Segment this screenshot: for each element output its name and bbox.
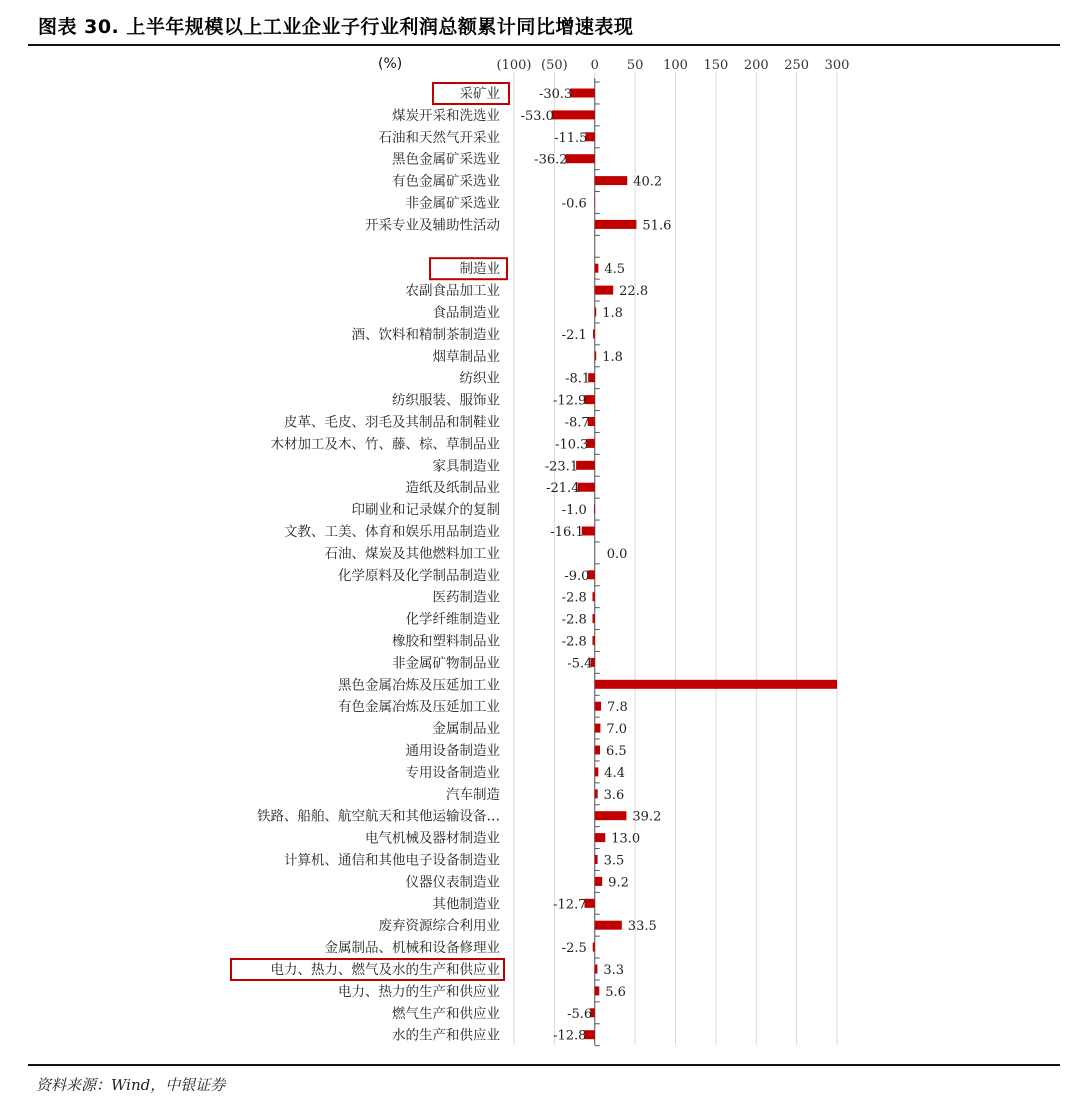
x-tick-label: 200 <box>743 58 769 73</box>
value-label: 1.8 <box>602 349 623 365</box>
x-tick-label: (100) <box>496 58 532 73</box>
value-label: -10.3 <box>555 437 589 453</box>
category-label: 石油、煤炭及其他燃料加工业 <box>324 545 500 562</box>
bar <box>595 811 627 820</box>
category-label: 家具制造业 <box>432 458 500 475</box>
bar <box>595 921 622 930</box>
value-label: 9.2 <box>608 875 629 891</box>
value-label: 40.2 <box>633 174 663 190</box>
bar <box>592 614 594 623</box>
value-label: -12.7 <box>553 897 587 913</box>
category-label: 金属制品、机械和设备修理业 <box>324 940 500 957</box>
bar <box>566 154 595 163</box>
x-tick-label: (50) <box>541 58 568 73</box>
value-label: 4.4 <box>604 765 625 781</box>
category-label: 采矿业 <box>459 86 500 102</box>
bar <box>595 308 596 317</box>
category-label: 有色金属矿采选业 <box>392 173 500 190</box>
category-label: 煤炭开采和洗选业 <box>392 107 500 124</box>
bar <box>595 877 602 886</box>
value-label: -5.4 <box>567 656 593 672</box>
value-label: -2.5 <box>561 941 587 957</box>
value-label: -12.8 <box>553 1028 587 1044</box>
category-label: 计算机、通信和其他电子设备制造业 <box>284 852 500 869</box>
category-label: 金属制品业 <box>432 721 500 738</box>
bar <box>595 220 637 229</box>
category-label: 烟草制品业 <box>432 348 500 365</box>
value-label: -21.4 <box>546 481 580 497</box>
bar <box>593 943 595 952</box>
category-label: 皮革、毛皮、羽毛及其制品和制鞋业 <box>284 414 500 431</box>
value-label: -2.1 <box>561 327 587 343</box>
bar <box>595 702 601 711</box>
bar <box>593 329 595 338</box>
value-label: -5.6 <box>567 1006 593 1022</box>
category-label: 印刷业和记录媒介的复制 <box>351 502 500 519</box>
value-label: 33.5 <box>627 919 657 935</box>
bar <box>592 636 594 645</box>
category-label: 有色金属冶炼及压延加工业 <box>338 699 500 716</box>
value-label: 4.5 <box>604 262 626 278</box>
value-label: -12.9 <box>552 393 587 409</box>
bar <box>595 855 598 864</box>
category-label: 电力、热力的生产和供应业 <box>338 983 500 1000</box>
category-label: 文教、工美、体育和娱乐用品制造业 <box>284 524 500 540</box>
category-label: 木材加工及木、竹、藤、棕、草制品业 <box>270 436 500 453</box>
category-label: 仪器仪表制造业 <box>405 874 500 891</box>
value-label: 13.0 <box>611 831 641 847</box>
value-label: 51.6 <box>642 218 672 234</box>
category-label: 橡胶和塑料制品业 <box>392 633 500 650</box>
x-tick-label: 0 <box>590 58 599 73</box>
bar <box>595 176 627 185</box>
bar <box>595 351 596 360</box>
category-label: 纺织业 <box>459 370 500 387</box>
bar <box>595 724 601 733</box>
figure-title: 图表 30. 上半年规模以上工业企业子行业利润总额累计同比增速表现 <box>38 16 634 38</box>
bar <box>594 505 595 514</box>
value-label: 22.8 <box>619 284 649 300</box>
x-tick-label: 150 <box>703 58 729 73</box>
category-label: 电气机械及器材制造业 <box>365 830 500 847</box>
category-label: 水的生产和供应业 <box>392 1027 500 1044</box>
value-label: 3.5 <box>603 853 625 869</box>
bar <box>595 286 613 295</box>
value-label: -16.1 <box>550 525 584 540</box>
value-label: 3.3 <box>603 963 625 978</box>
bar <box>595 264 599 273</box>
value-label: 5.6 <box>605 984 626 1000</box>
category-label: 其他制造业 <box>432 896 500 913</box>
category-label: 食品制造业 <box>432 305 500 321</box>
bar <box>552 110 595 119</box>
value-label: 39.2 <box>632 809 662 825</box>
value-label: -23.1 <box>544 459 579 475</box>
bar <box>570 89 594 98</box>
category-label: 非金属矿采选业 <box>405 195 500 212</box>
bar <box>595 833 605 842</box>
unit-label: (%) <box>378 56 403 72</box>
value-label: 7.0 <box>606 722 628 738</box>
category-label: 通用设备制造业 <box>405 743 500 759</box>
bar <box>595 746 600 755</box>
category-label: 纺织服装、服饰业 <box>392 392 500 409</box>
value-label: -2.8 <box>561 590 587 606</box>
category-label: 燃气生产和供应业 <box>392 1005 500 1022</box>
category-label: 酒、饮料和精制茶制造业 <box>351 326 500 343</box>
bar <box>595 680 837 689</box>
category-label: 石油和天然气开采业 <box>378 129 500 146</box>
category-label: 开采专业及辅助性活动 <box>365 217 500 234</box>
category-label: 电力、热力、燃气及水的生产和供应业 <box>270 962 500 978</box>
value-label: -9.0 <box>564 568 590 584</box>
source-note: 资料来源：Wind，中银证券 <box>36 1076 226 1094</box>
value-label: -8.1 <box>565 371 591 387</box>
value-label: -0.6 <box>561 196 587 212</box>
value-label: -30.3 <box>538 87 573 102</box>
category-label: 医药制造业 <box>432 589 500 606</box>
category-label: 制造业 <box>459 261 500 278</box>
value-label: -11.5 <box>554 130 588 146</box>
bar <box>595 986 600 995</box>
category-label: 汽车制造 <box>446 786 500 803</box>
value-label: -36.2 <box>534 152 568 168</box>
x-tick-label: 100 <box>663 58 688 73</box>
bar <box>595 965 598 974</box>
value-label: 1.8 <box>602 306 623 321</box>
x-tick-label: 50 <box>626 58 644 73</box>
category-label: 黑色金属矿采选业 <box>392 151 500 168</box>
category-label: 废弃资源综合利用业 <box>378 918 500 935</box>
value-label: 0.0 <box>606 546 628 562</box>
value-label: -53.0 <box>520 108 554 124</box>
value-label: 7.8 <box>607 700 628 716</box>
category-label: 铁路、船舶、航空航天和其他运输设备… <box>257 808 500 825</box>
bar <box>592 592 594 601</box>
value-label: -8.7 <box>564 415 590 431</box>
category-label: 黑色金属冶炼及压延加工业 <box>338 677 500 694</box>
category-label: 非金属矿物制品业 <box>392 655 500 672</box>
value-label: -2.8 <box>561 634 587 650</box>
value-label: 3.6 <box>603 787 625 803</box>
category-label: 造纸及纸制品业 <box>405 480 500 497</box>
value-label: 6.5 <box>605 744 627 759</box>
category-label: 化学原料及化学制品制造业 <box>338 567 500 584</box>
bar <box>595 767 599 776</box>
value-label: -2.8 <box>561 612 587 628</box>
category-label: 农副食品加工业 <box>405 283 500 300</box>
bar <box>577 483 594 492</box>
source-rule <box>28 1064 1060 1066</box>
bar <box>595 789 598 798</box>
x-tick-label: 250 <box>784 58 810 73</box>
category-label: 化学纤维制造业 <box>405 611 500 628</box>
category-label: 专用设备制造业 <box>405 764 500 781</box>
value-label: -1.0 <box>561 503 587 519</box>
bar <box>576 461 595 470</box>
x-tick-label: 300 <box>824 58 850 73</box>
